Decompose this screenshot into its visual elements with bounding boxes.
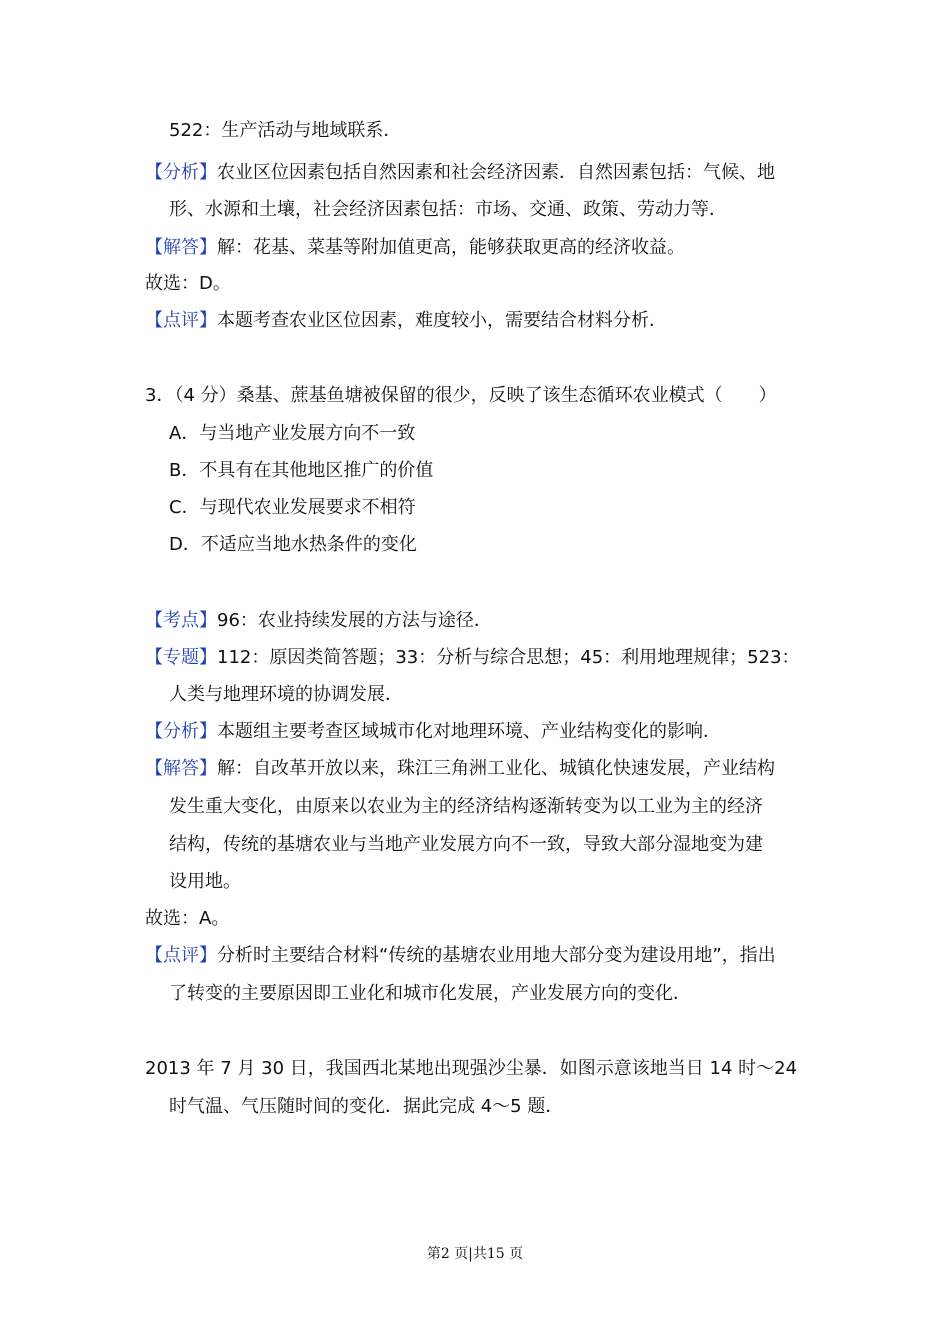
q3-jieda-line-1 [145, 757, 775, 781]
q3-fenxi [145, 720, 721, 744]
page-footer: 第2 页|共15 页 [426, 1246, 524, 1262]
tag-kaodian: 【考点】 [145, 610, 217, 631]
q3-jieda-text-1: 解：自改革开放以来，珠江三角洲工业化、城镇化快速发展，产业结构 [217, 758, 775, 779]
q2-fenxi-line-2: 形、水源和土壤，社会经济因素包括：市场、交通、政策、劳动力等． [169, 199, 727, 220]
tag-dianping: 【点评】 [145, 310, 217, 331]
q2-answer: 故选：D。 [145, 273, 231, 294]
intro-q4-5-line-1: 2013 年 7 月 30 日，我国西北某地出现强沙尘暴．如图示意该地当日 14 时～24 [145, 1058, 798, 1079]
q3-zhuanti-line-2: 人类与地理环境的协调发展． [169, 684, 403, 705]
q3-answer: 故选：A。 [145, 908, 230, 929]
tag-jieda: 【解答】 [145, 237, 217, 258]
tag-jieda: 【解答】 [145, 758, 217, 779]
q2-dianping [145, 309, 667, 333]
q3-kaodian [145, 609, 492, 633]
q3-fenxi-text: 本题组主要考查区域城市化对地理环境、产业结构变化的影响． [217, 721, 721, 742]
q3-zhuanti-text-1: 112：原因类简答题；33：分析与综合思想；45：利用地理规律；523： [217, 647, 800, 668]
q3-option-d: D．不适应当地水热条件的变化 [169, 534, 417, 555]
q2-jieda [145, 236, 685, 260]
q2-fenxi-line-1 [145, 161, 775, 185]
q3-jieda-line-4: 设用地。 [169, 871, 241, 892]
q2-kaodian-continuation: 522：生产活动与地域联系． [169, 120, 402, 141]
q3-dianping-line-1 [145, 944, 776, 968]
q3-dianping-text-1: 分析时主要结合材料“传统的基塘农业用地大部分变为建设用地”，指出 [217, 945, 776, 966]
q3-option-a: A．与当地产业发展方向不一致 [169, 423, 416, 444]
intro-q4-5-line-2: 时气温、气压随时间的变化．据此完成 4～5 题． [169, 1096, 564, 1117]
q3-option-c: C．与现代农业发展要求不相符 [169, 497, 416, 518]
q2-dianping-text: 本题考查农业区位因素，难度较小，需要结合材料分析． [217, 310, 667, 331]
q3-option-b: B．不具有在其他地区推广的价值 [169, 460, 434, 481]
q3-dianping-line-2: 了转变的主要原因即工业化和城市化发展，产业发展方向的变化． [169, 983, 691, 1004]
q3-jieda-line-3: 结构，传统的基塘农业与当地产业发展方向不一致，导致大部分湿地变为建 [169, 834, 763, 855]
q3-zhuanti-line-1 [145, 646, 800, 670]
tag-fenxi: 【分析】 [145, 721, 217, 742]
q3-stem: 3．（4 分）桑基、蔗基鱼塘被保留的很少，反映了该生态循环农业模式（ ） [145, 385, 777, 406]
tag-zhuanti: 【专题】 [145, 647, 217, 668]
q3-jieda-line-2: 发生重大变化，由原来以农业为主的经济结构逐渐转变为以工业为主的经济 [169, 796, 763, 817]
q2-fenxi-text-1: 农业区位因素包括自然因素和社会经济因素．自然因素包括：气候、地 [217, 162, 775, 183]
tag-dianping: 【点评】 [145, 945, 217, 966]
q3-kaodian-text: 96：农业持续发展的方法与途径． [217, 610, 492, 631]
tag-fenxi: 【分析】 [145, 162, 217, 183]
q2-jieda-text: 解：花基、菜基等附加值更高，能够获取更高的经济收益。 [217, 237, 685, 258]
